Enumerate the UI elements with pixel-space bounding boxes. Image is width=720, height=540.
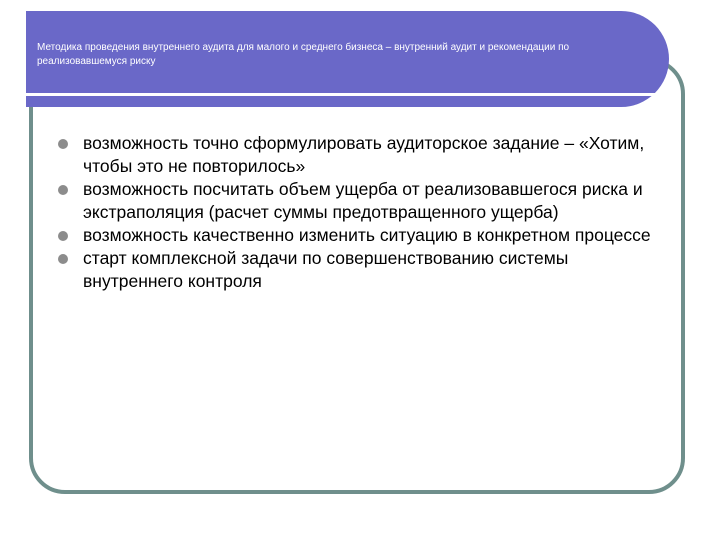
bullet-text: возможность точно сформулировать аудиторское задание – «Хотим, чтобы это не повторилось» — [83, 133, 645, 176]
bullet-item — [58, 132, 668, 178]
bullet-dot-icon — [58, 139, 68, 149]
bullet-text: возможность качественно изменить ситуацию в конкретном процессе — [83, 225, 651, 245]
title-underline — [26, 93, 666, 96]
bullet-list — [58, 132, 668, 293]
bullet-text: возможность посчитать объем ущерба от реализовавшегося риска и экстраполяция (расчет суммы предотвращенного ущерба) — [83, 179, 643, 222]
bullet-item — [58, 224, 668, 247]
bullet-item — [58, 178, 668, 224]
bullet-dot-icon — [58, 185, 68, 195]
bullet-dot-icon — [58, 231, 68, 241]
slide-title: Методика проведения внутреннего аудита для малого и среднего бизнеса – внутренний аудит и рекомендации по реализовавшемуся риску — [37, 42, 570, 67]
bullet-item — [58, 247, 668, 293]
bullet-dot-icon — [58, 254, 68, 264]
bullet-text: старт комплексной задачи по совершенствованию системы внутреннего контроля — [83, 248, 569, 291]
